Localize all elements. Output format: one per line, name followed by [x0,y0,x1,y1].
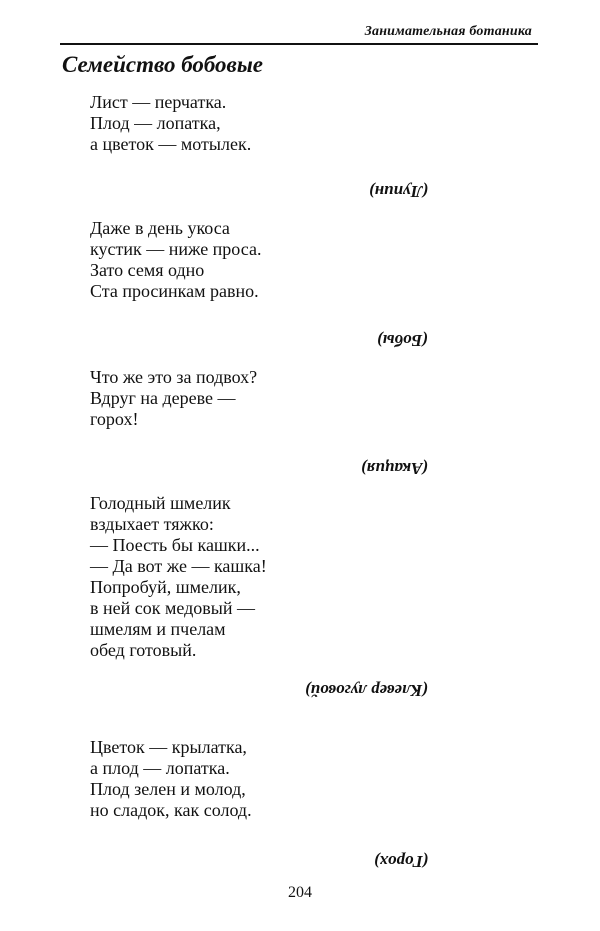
poem-line: Плод зелен и молод, [90,779,246,799]
poem-line: Цветок — крылатка, [90,737,247,757]
riddle-1-poem [90,92,251,155]
header-rule [60,43,538,45]
poem-line: Ста просинкам равно. [90,281,259,301]
poem-line: Что же это за подвох? [90,367,258,387]
section-title: Семейство бобовые [62,52,264,77]
poem-line: Зато семя одно [90,260,205,280]
riddle-3-poem [90,367,257,430]
poem-line: Вдруг на дереве — [90,388,236,408]
poem-line: шмелям и пчелам [90,619,226,639]
poem-line: Голодный шмелик [90,493,231,513]
running-head: Занимательная ботаника [364,24,532,39]
poem-line: — Поесть бы кашки... [90,535,260,555]
riddle-3-answer: (Акация) [360,459,428,478]
riddle-2-answer: (Бобы) [377,331,428,350]
riddle-2-poem [90,218,261,302]
poem-line: а плод — лопатка. [90,758,230,778]
riddle-4-poem [90,493,267,661]
riddle-5-answer: (Горох) [373,852,428,871]
poem-line: Лист — перчатка. [90,92,227,112]
poem-line: Даже в день укоса [90,218,230,238]
poem-line: но сладок, как солод. [90,800,252,820]
poem-line: — Да вот же — кашка! [90,556,267,576]
poem-line: Плод — лопатка, [90,113,221,133]
poem-line: Попробуй, шмелик, [90,577,241,597]
riddle-1-answer: (Лупин) [368,182,428,201]
poem-line: вздыхает тяжко: [90,514,214,534]
poem-line: кустик — ниже проса. [90,239,262,259]
poem-line: обед готовый. [90,640,197,660]
poem-line: в ней сок медовый — [90,598,256,618]
poem-line: а цветок — мотылек. [90,134,252,154]
riddle-5-poem [90,737,252,821]
riddle-4-answer: (Клевер луговой) [305,681,428,700]
poem-line: горох! [90,409,139,429]
page-number: 204 [288,884,312,901]
